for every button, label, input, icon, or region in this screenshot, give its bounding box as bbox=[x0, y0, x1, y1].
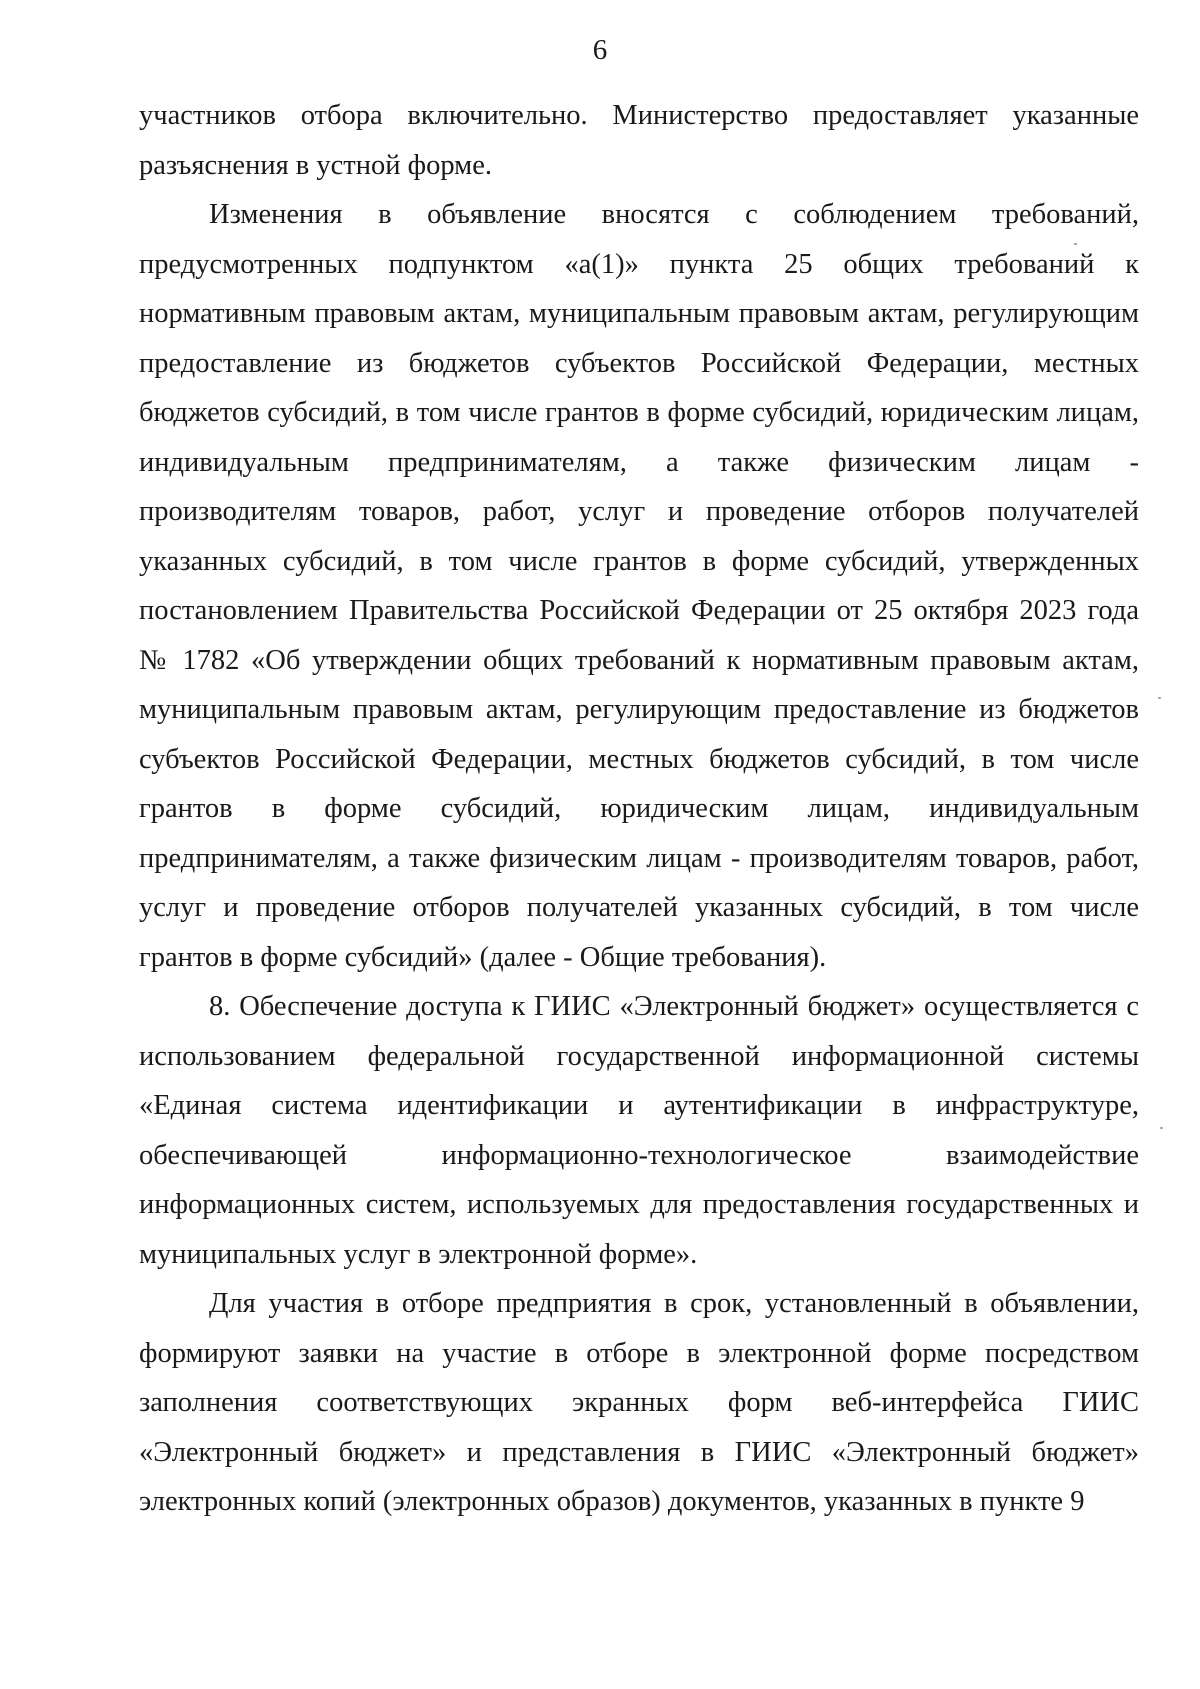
paragraph-item-8: 8. Обеспечение доступа к ГИИС «Электронный бюджет» осуществляется с использованием федеральной государственной информационной системы «Единая система идентификации и аутентификации в инфраструктуре, обеспечивающей информационно-технологическое взаимодействие информационных систем, используемых для предоставления государственных и муниципальных услуг в электронной форме». bbox=[139, 991, 1139, 1270]
paragraph-amendments: Изменения в объявление вносятся с соблюдением требований, предусмотренных подпунктом «а(1)» пункта 25 общих требований к нормативным правовым актам, муниципальным правовым актам, регулирующим предоставление из бюджетов субъектов Российской Федерации, местных бюджетов субсидий, в том числе грантов в форме субсидий, юридическим лицам, индивидуальным предпринимателям, а также физическим лицам - производителям товаров, работ, услуг и проведение отборов получателей указанных субсидий, в том числе грантов в форме субсидий, утвержденных постановлением Правительства Российской Федерации от 25 октября 2023 года № 1782 «Об утверждении общих требований к нормативным правовым актам, муниципальным правовым актам, регулирующим предоставление из бюджетов субъектов Российской Федерации, местных бюджетов субсидий, в том числе грантов в форме субсидий, юридическим лицам, индивидуальным предпринимателям, а также физическим лицам - производителям товаров, работ, услуг и проведение отборов получателей указанных субсидий, в том числе грантов в форме субсидий» (далее - Общие требования). bbox=[139, 199, 1139, 973]
document-body bbox=[139, 91, 1139, 1527]
paragraph-continuation: участников отбора включительно. Министерство предоставляет указанные разъяснения в устной форме. bbox=[139, 100, 1139, 181]
paragraph-participation: Для участия в отборе предприятия в срок, установленный в объявлении, формируют заявки на участие в отборе в электронной форме посредством заполнения соответствующих экранных форм веб-интерфейса ГИИС «Электронный бюджет» и представления в ГИИС «Электронный бюджет» электронных копий (электронных образов) документов, указанных в пункте 9 bbox=[139, 1288, 1139, 1517]
scan-speck bbox=[1160, 1127, 1163, 1129]
scan-speck bbox=[1158, 697, 1161, 699]
page-number: 6 bbox=[592, 34, 608, 66]
scan-speck bbox=[1074, 243, 1077, 245]
